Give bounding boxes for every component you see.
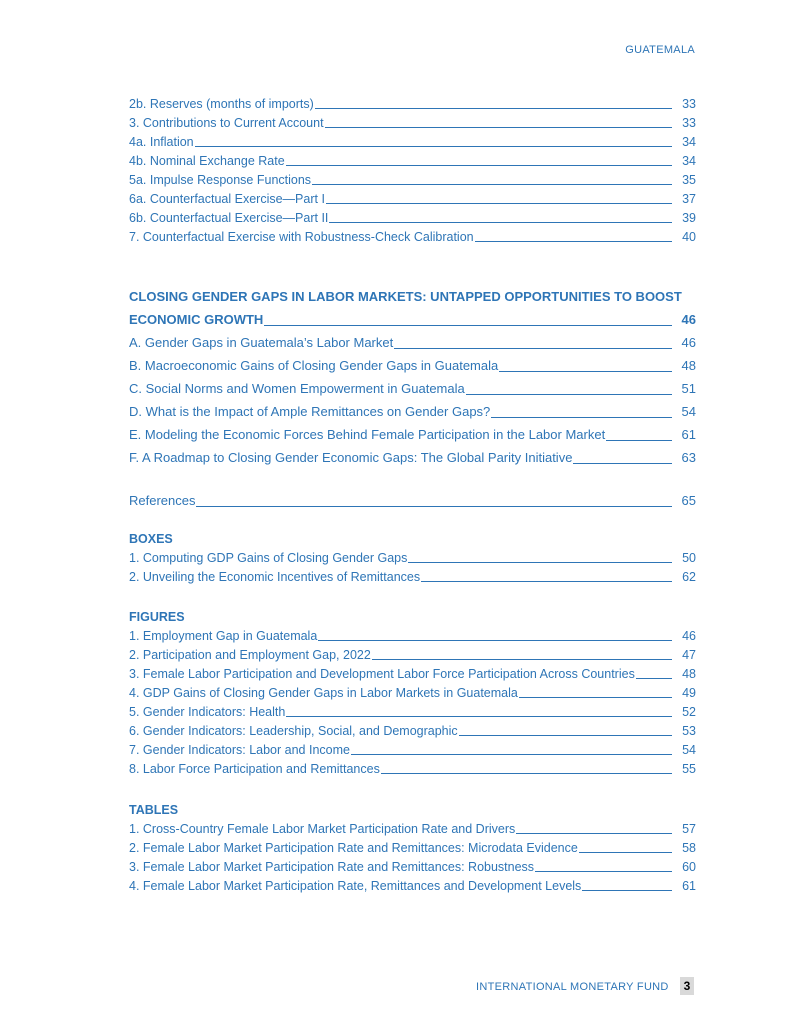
toc-entry-page: 37 bbox=[682, 192, 696, 206]
toc-entry-page: 39 bbox=[682, 211, 696, 225]
toc-entry-page: 51 bbox=[681, 381, 696, 396]
toc-entry-title: B. Macroeconomic Gains of Closing Gender Gaps in Guatemala bbox=[129, 358, 499, 373]
toc-entry-title: 7. Counterfactual Exercise with Robustness-Check Calibration bbox=[129, 230, 474, 244]
toc-entry-title: 1. Cross-Country Female Labor Market Participation Rate and Drivers bbox=[129, 822, 516, 836]
toc-entry-page: 52 bbox=[682, 705, 696, 719]
dot-leader bbox=[516, 833, 672, 834]
toc-entry-title: 6. Gender Indicators: Leadership, Social, and Demographic bbox=[129, 724, 458, 738]
dot-leader bbox=[636, 678, 672, 679]
section-title-page: 46 bbox=[681, 312, 696, 327]
toc-entry-title: 1. Employment Gap in Guatemala bbox=[129, 629, 318, 643]
figures-heading: FIGURES bbox=[129, 610, 185, 624]
toc-entry-title: 6b. Counterfactual Exercise—Part II bbox=[129, 211, 329, 225]
toc-entry-page: 61 bbox=[681, 427, 696, 442]
toc-entry[interactable] bbox=[129, 760, 696, 779]
toc-entry[interactable] bbox=[129, 627, 696, 646]
toc-entry-page: 58 bbox=[682, 841, 696, 855]
boxes-list bbox=[129, 529, 696, 587]
toc-entry[interactable] bbox=[129, 839, 696, 858]
toc-entry-page: 33 bbox=[682, 97, 696, 111]
toc-entry[interactable] bbox=[129, 549, 696, 568]
toc-entry-title: A. Gender Gaps in Guatemala’s Labor Market bbox=[129, 335, 394, 350]
dot-leader bbox=[475, 241, 672, 242]
toc-entry[interactable] bbox=[129, 377, 696, 400]
references-entry[interactable] bbox=[129, 489, 696, 512]
toc-entry-title: 3. Female Labor Participation and Development Labor Force Participation Across Countries bbox=[129, 667, 635, 681]
toc-entry-page: 61 bbox=[682, 879, 696, 893]
toc-entry[interactable] bbox=[129, 568, 696, 587]
toc-entry-page: 54 bbox=[682, 743, 696, 757]
figures-list bbox=[129, 607, 696, 779]
dot-leader bbox=[264, 325, 671, 326]
toc-entry[interactable] bbox=[129, 354, 696, 377]
toc-entry-page: 55 bbox=[682, 762, 696, 776]
toc-entry-page: 33 bbox=[682, 116, 696, 130]
toc-entry-page: 35 bbox=[682, 173, 696, 187]
toc-entry-title: 2. Unveiling the Economic Incentives of Remittances bbox=[129, 570, 421, 584]
dot-leader bbox=[491, 417, 671, 418]
dot-leader bbox=[329, 222, 672, 223]
toc-entry-title: 1. Computing GDP Gains of Closing Gender Gaps bbox=[129, 551, 408, 565]
toc-entry-title: 7. Gender Indicators: Labor and Income bbox=[129, 743, 350, 757]
toc-entry-title: 4b. Nominal Exchange Rate bbox=[129, 154, 285, 168]
dot-leader bbox=[318, 640, 672, 641]
toc-entry-title: D. What is the Impact of Ample Remittances on Gender Gaps? bbox=[129, 404, 491, 419]
toc-entry-title: 2b. Reserves (months of imports) bbox=[129, 97, 314, 111]
toc-entry-title: 4. Female Labor Market Participation Rate, Remittances and Development Levels bbox=[129, 879, 582, 893]
dot-leader bbox=[606, 440, 671, 441]
figures-continued-list bbox=[129, 95, 696, 247]
toc-entry-title: E. Modeling the Economic Forces Behind Female Participation in the Labor Market bbox=[129, 427, 606, 442]
dot-leader bbox=[535, 871, 672, 872]
toc-entry-page: 46 bbox=[681, 335, 696, 350]
dot-leader bbox=[579, 852, 672, 853]
dot-leader bbox=[196, 506, 671, 507]
toc-entry[interactable] bbox=[129, 152, 696, 171]
toc-entry[interactable] bbox=[129, 95, 696, 114]
running-header: GUATEMALA bbox=[625, 44, 695, 56]
toc-entry[interactable] bbox=[129, 446, 696, 469]
toc-entry-page: 48 bbox=[681, 358, 696, 373]
toc-entry-title: 5a. Impulse Response Functions bbox=[129, 173, 312, 187]
toc-entry[interactable] bbox=[129, 190, 696, 209]
toc-entry[interactable] bbox=[129, 209, 696, 228]
dot-leader bbox=[286, 716, 672, 717]
toc-entry-page: 50 bbox=[682, 551, 696, 565]
toc-entry-title: 3. Contributions to Current Account bbox=[129, 116, 324, 130]
toc-entry-title: 8. Labor Force Participation and Remittances bbox=[129, 762, 380, 776]
toc-entry[interactable] bbox=[129, 133, 696, 152]
toc-entry-page: 57 bbox=[682, 822, 696, 836]
dot-leader bbox=[381, 773, 672, 774]
dot-leader bbox=[326, 203, 672, 204]
dot-leader bbox=[315, 108, 672, 109]
dot-leader bbox=[351, 754, 672, 755]
boxes-heading: BOXES bbox=[129, 532, 173, 546]
toc-entry-page: 60 bbox=[682, 860, 696, 874]
dot-leader bbox=[421, 581, 672, 582]
toc-entry-page: 40 bbox=[682, 230, 696, 244]
toc-entry[interactable] bbox=[129, 114, 696, 133]
toc-entry-page: 53 bbox=[682, 724, 696, 738]
dot-leader bbox=[195, 146, 672, 147]
dot-leader bbox=[499, 371, 671, 372]
running-footer: INTERNATIONAL MONETARY FUND bbox=[476, 981, 669, 993]
toc-entry-page: 63 bbox=[681, 450, 696, 465]
toc-entry[interactable] bbox=[129, 741, 696, 760]
dot-leader bbox=[286, 165, 672, 166]
toc-entry-title: 4a. Inflation bbox=[129, 135, 194, 149]
toc-entry-title: References bbox=[129, 493, 196, 508]
dot-leader bbox=[372, 659, 672, 660]
toc-entry-title: 4. GDP Gains of Closing Gender Gaps in Labor Markets in Guatemala bbox=[129, 686, 518, 700]
toc-entry-title: 6a. Counterfactual Exercise—Part I bbox=[129, 192, 325, 206]
toc-entry[interactable] bbox=[129, 400, 696, 423]
section-title-line1: CLOSING GENDER GAPS IN LABOR MARKETS: UNTAPPED OPPORTUNITIES TO BOOST bbox=[129, 289, 682, 304]
toc-entry[interactable] bbox=[129, 858, 696, 877]
section-title[interactable] bbox=[129, 285, 696, 331]
dot-leader bbox=[312, 184, 672, 185]
toc-entry-page: 62 bbox=[682, 570, 696, 584]
section-title-line2: ECONOMIC GROWTH 46 bbox=[129, 308, 696, 331]
toc-entry-title: 2. Participation and Employment Gap, 2022 bbox=[129, 648, 371, 662]
dot-leader bbox=[519, 697, 672, 698]
toc-entry-title: C. Social Norms and Women Empowerment in Guatemala bbox=[129, 381, 465, 396]
toc-entry[interactable] bbox=[129, 228, 696, 247]
toc-entry-page: 47 bbox=[682, 648, 696, 662]
toc-entry-title: 5. Gender Indicators: Health bbox=[129, 705, 286, 719]
dot-leader bbox=[408, 562, 672, 563]
section-items-list bbox=[129, 331, 696, 469]
toc-entry-page: 34 bbox=[682, 154, 696, 168]
toc-entry-page: 54 bbox=[681, 404, 696, 419]
toc-entry[interactable] bbox=[129, 877, 696, 896]
toc-entry[interactable] bbox=[129, 684, 696, 703]
toc-entry[interactable] bbox=[129, 703, 696, 722]
toc-entry-page: 49 bbox=[682, 686, 696, 700]
toc-entry-page: 46 bbox=[682, 629, 696, 643]
tables-list bbox=[129, 800, 696, 896]
toc-entry[interactable] bbox=[129, 722, 696, 741]
toc-entry-title: F. A Roadmap to Closing Gender Economic Gaps: The Global Parity Initiative bbox=[129, 450, 573, 465]
toc-entry-page: 34 bbox=[682, 135, 696, 149]
dot-leader bbox=[466, 394, 672, 395]
dot-leader bbox=[459, 735, 672, 736]
dot-leader bbox=[573, 463, 671, 464]
dot-leader bbox=[394, 348, 671, 349]
toc-entry[interactable] bbox=[129, 820, 696, 839]
toc-entry-title: 2. Female Labor Market Participation Rate and Remittances: Microdata Evidence bbox=[129, 841, 578, 855]
toc-entry[interactable] bbox=[129, 331, 696, 354]
dot-leader bbox=[325, 127, 673, 128]
page-number: 3 bbox=[680, 977, 694, 995]
references-entry-wrap bbox=[129, 489, 696, 512]
toc-entry[interactable] bbox=[129, 665, 696, 684]
toc-entry[interactable] bbox=[129, 171, 696, 190]
toc-entry-title: 3. Female Labor Market Participation Rate and Remittances: Robustness bbox=[129, 860, 535, 874]
dot-leader bbox=[582, 890, 672, 891]
toc-entry-page: 65 bbox=[681, 493, 696, 508]
tables-heading: TABLES bbox=[129, 803, 179, 817]
toc-entry[interactable] bbox=[129, 646, 696, 665]
toc-entry-page: 48 bbox=[682, 667, 696, 681]
toc-entry[interactable] bbox=[129, 423, 696, 446]
